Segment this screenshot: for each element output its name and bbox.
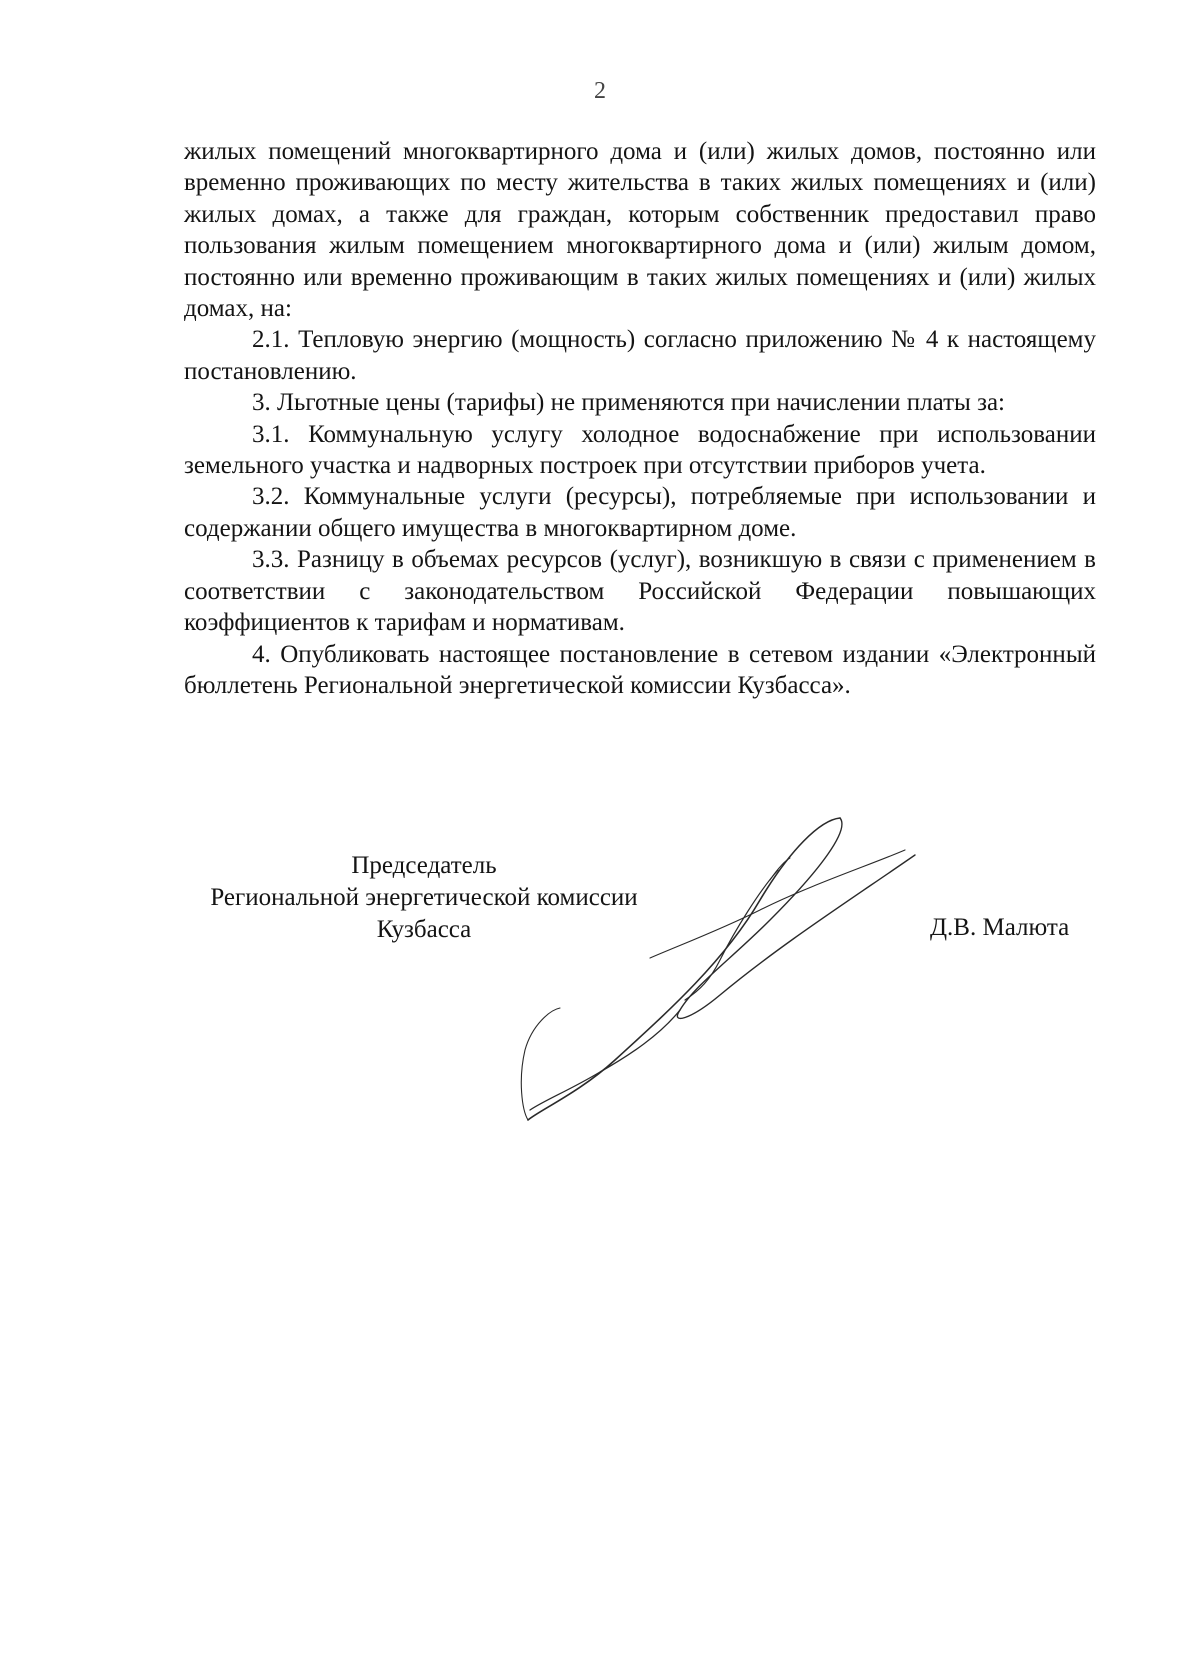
signatory-title-line-2: Региональной энергетической комиссии [210,884,638,911]
signatory-title-line-3: Кузбасса [376,916,472,943]
document-body [184,136,1096,701]
signatory-title-line-1: Председатель [351,852,497,879]
signatory-name: Д.В. Малюта [930,914,1070,941]
signature-stroke-cross [650,850,905,958]
page-number: 2 [594,78,606,104]
paragraph-continuation: жилых помещений многоквартирного дома и (или) жилых домов, постоянно или временно проживающих по месту жительства в таких жилых помещениях и (или) жилых домах, а также для граждан, которым собственник предоставил право пользования жилым помещением многоквартирного дома и (или) жилым домом, постоянно или временно проживающим в таких жилых помещениях и (или) жилых домах, на: [184,138,1096,323]
signature-stroke-main [528,818,840,1120]
paragraph-4: 4. Опубликовать настоящее постановление в сетевом издании «Электронный бюллетень Региональной энергетической комиссии Кузбасса». [184,640,1096,699]
paragraph-2-1: 2.1. Тепловую энергию (мощность) согласно приложению № 4 к настоящему постановлению. [184,326,1096,385]
paragraph-3: 3. Льготные цены (тарифы) не применяются при начислении платы за: [252,389,1005,417]
handwritten-signature [520,810,980,1140]
paragraph-3-1: 3.1. Коммунальную услугу холодное водоснабжение при использовании земельного участка и надворных построек при отсутствии приборов учета. [184,420,1096,480]
signature-stroke-tail [530,1010,680,1110]
paragraph-3-3: 3.3. Разницу в объемах ресурсов (услуг), возникшую в связи с применением в соответствии с законодательством Российской Федерации повышающих коэффициентов к тарифам и нормативам. [184,546,1096,637]
paragraph-3-2: 3.2. Коммунальные услуги (ресурсы), потребляемые при использовании и содержании общего имущества в многоквартирном доме. [184,483,1096,542]
